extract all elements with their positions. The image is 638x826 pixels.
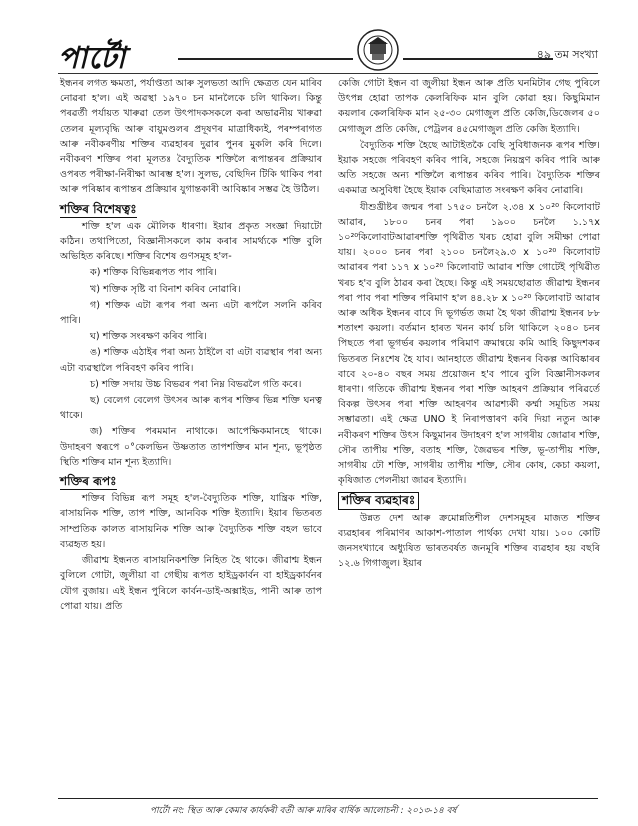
section-heading: শক্তিৰ ৰূপঃ [60, 474, 117, 490]
right-column [338, 76, 600, 573]
list-item: ঘ) শক্তিক সংৰক্ষণ কৰিব পাৰি। [90, 331, 207, 343]
footer-rule [58, 798, 598, 799]
list-item: খ) শক্তিক সৃষ্টি বা বিনাশ কৰিব নোৱাৰি। [90, 283, 241, 295]
list-item: চ) শক্তি সদায় উচ্চ বিভৱৰ পৰা নিম্ন বিভৱলৈ গতি কৰে। [90, 378, 302, 390]
paragraph: যীশুখ্ৰীষ্টৰ জন্মৰ পৰা ১৭৫০ চনলৈ ২.৩৪ x ১০²⁰ কিলোবাট আৱাৰ, ১৮০০ চনৰ পৰা ১৯০০ চনলৈ ১.১৭x ১০²⁰কিলোবাটআৱাৰশক্তি পৃথিৱীত খৰচ হোৱা বুলি সমীক্ষা পোৱা যায়। ২০০০ চনৰ পৰা ২১০০ চনলৈ২৯.৩ x ১০²⁰ কিলোবাট আৱাৰৰ পৰা ১১৭ x ১০²⁰ কিলোবাট আৱাৰ শক্তি গোটেই পৃথিৱীত খৰচ হ'ব বুলি ঠাৱৰ কৰা হৈছে। কিন্তু এই সময়ছোৱাত জীৱাশ্ম ইন্ধনৰ পৰা পাব পৰা শক্তিৰ পৰিমাণ হ'ল ৪৪.২৮ x ১০²⁰ কিলোবাট আৱাৰ আৰু অধিক ইন্ধনৰ বাবে দি ভূগৰ্ভত জমা হৈ থকা জীৱাশ্ম ইন্ধনৰ ৮৮ শতাংশ কয়লা। বৰ্তমান হাৰত খনন কাৰ্য চলি থাকিলে ২০৪০ চনৰ পিছতে পৰা ভূগৰ্ভৰ কয়লাৰ পৰিমাণ ক্ৰমান্বয়ে কমি আহি কিছুদশকৰ ভিতৰত নিঃশেষ হৈ যাব। আনহাতে জীৱাশ্ম ইন্ধনৰ বিকল্প আবিষ্কাৰৰ বাবে ২০-৪০ বছৰ সময় প্ৰয়োজন হ'ব পাৰে বুলি বিজ্ঞানীসকলৰ ধাৰণা। গতিকে জীৱাশ্ম ইন্ধনৰ পৰা শক্তি আহৰণ প্ৰক্ৰিয়াৰ পৰিৱৰ্তে বিকল্প উৎসৰ পৰা শক্তি আহৰণৰ আৱশ্যকী কৰ্ম্মা সমূচিত সময় সম্ভাৱতা। এই ক্ষেত্ৰ UNO ই নিৰাপত্তাৰণ কৰি দিয়া নতুন আৰু নবীকৰণ শক্তিৰ উৎস কিছুমানৰ উদাহৰণ হ'ল সাগৰীয় জোৱাৰ শক্তি, সৌৰ তাপীয় শক্তি, বতাহ শক্তি, জৈৱভৰ শক্তি, ভূ-তাপীয় শক্তি, সাগৰীয় ঢৌ শক্তি, সাগৰীয় তাপীয় শক্তি, সৌৰ কোষ, কেচা কয়লা, কৃষিজাত পেলনীয়া জাৱৰ ইত্যাদি। [338, 201, 600, 487]
paragraph: শক্তিৰ বিভিন্ন ৰূপ সমূহ হ'ল-বৈদ্যুতিক শক্তি, যান্ত্ৰিক শক্তি, ৰাসায়নিক শক্তি, তাপ শক্তি, আনবিক শক্তি ইত্যাদি। ইয়াৰ ভিতৰত সাম্প্ৰতিক কালত ৰাসায়নিক শক্তি আৰু বৈদ্যুতিক শক্তি বহল ভাবে ব্যৱহৃত হয়। [60, 493, 322, 550]
left-column [60, 76, 322, 615]
section-heading: শক্তিৰ ব্যৱহাৰঃ [338, 492, 419, 509]
list-item: ঙ) শক্তিক এঠাইৰ পৰা অন্য ঠাইলৈ বা এটা ব্যৱস্থাৰ পৰা অন্য এটা ব্যৱস্থালৈ পৰিবহণ কৰিব পাৰি। [60, 347, 322, 374]
paragraph: কেজি গোটা ইন্ধন বা জুলীয়া ইন্ধন আৰু প্ৰতি ঘনমিটাৰ গেছ পুৰিলে উৎপন্ন হোৱা তাপক কেলৰিফিক মান বুলি কোৱা হয়। কিছুমিমান কয়লাৰ কেলৰিফিক মান ২৫-৩০ মেগাজুল প্ৰতি কেজি,ডিজেলৰ ৫০ মেগাজুল প্ৰতি কেজি, পেট্ৰলৰ ৪৫মেগাজুল প্ৰতি কেজি ইত্যাদি। [338, 78, 600, 135]
issue-number: ৪৯ তম সংখ্যা [536, 48, 598, 61]
section-heading: শক্তিৰ বিশেষত্বঃ [60, 202, 137, 218]
paragraph: শক্তি হ'ল এক মৌলিক ধাৰণা। ইয়াৰ প্ৰকৃত সংজ্ঞা দিয়াটো কঠিন। তথাপিতো, বিজ্ঞানীসকলে কাম কৰাৰ সামৰ্থ্যকে শক্তি বুলি অভিহিত কৰিছে। শক্তিৰ বিশেষ গুণসমূহ হ'ল- [60, 220, 322, 263]
list-item: জ) শক্তিৰ পৰমমান নাথাকে। আপেক্ষিকমানহে থাকে। উদাহৰণ স্বৰূপে ০°কেলভিন উষ্ণতাত তাপশক্তিৰ মান শূন্য, ভূপৃষ্ঠত স্থিতি শক্তিৰ মান শূন্য ইত্যাদি। [60, 426, 322, 468]
header-rule [178, 58, 353, 60]
paragraph: জীৱাশ্ম ইন্ধনত ৰাসায়নিকশক্তি নিহিত হৈ থাকে। জীৱাশ্ম ইন্ধন বুলিলে গোটা, জুলীয়া বা গেছীয় ৰূপত হাইড্ৰকাৰ্বন বা হাইড্ৰকাৰ্বনৰ যৌগ বুজায়। এই ইন্ধন পুৰিলে কাৰ্বন-ডাই-অক্সাইড, পানী আৰু তাপ পোৱা যায়। প্ৰতি [60, 555, 322, 612]
paragraph: ইন্ধনৰ লগত ক্ষমতা, পৰ্যাপ্ততা আৰু সুলভতা আদি ক্ষেত্ৰত যেন মাৰিব নোৱৰা হ'ল। এই অৱস্থা ১৯৭০ চন মানলৈকে চলি থাকিল। কিন্তু পৰৱৰ্তী পৰ্যায়ত খাৰুৱা তেল উৎপাদকসকলে কৰা অভাৱনীয় খাৰুৱা তেলৰ মূল্যবৃদ্ধি আৰু বায়ুমণ্ডলৰ প্ৰদূষণৰ মাত্ৰাধিক্যই, পৰম্পৰাগত আৰু নবীকৰণীয় শক্তিৰ ব্যৱহাৰৰ দুৱাৰ পুনৰ মুকলি কৰি দিলে। নবীকৰণ শক্তিৰ পৰা মূলতঃ বৈদ্যুতিক শক্তিলৈ ৰূপান্তৰৰ প্ৰক্ৰিয়াৰ ওপৰত পৰীক্ষা-নিৰীক্ষা আৰম্ভ হ'ল। সুলভ, বেছিদিন টিকি থাকিব পৰা আৰু পৰিষ্কাৰ ৰূপান্তৰ প্ৰক্ৰিয়াৰ যুগান্তকাৰী আবিষ্কাৰ সম্ভৱ হৈ উঠিল। [60, 78, 322, 196]
list-item: ছ) বেলেগ বেলেগ উৎসৰ আৰু ৰূপৰ শক্তিৰ ভিন্ন শক্তি ঘনত্ব থাকে। [60, 395, 322, 422]
page-footer: পাৰ্টো নং: স্থিত আৰু কেমাৰ কাৰ্যকৰী বৰ্তী আৰু মাৰিৰ বাৰ্ষিক আলোচনী : ২০১৩-১৪ বৰ্ষ [150, 806, 457, 816]
paragraph: বৈদ্যুতিক শক্তি হৈছে আটাইতকৈ বেছি সুবিধাজনক ৰূপৰ শক্তি। ইয়াক সহজে পৰিবহণ কৰিব পাৰি, সহজে নিয়ন্ত্ৰণ কৰিব পাৰি আৰু অতি সহজে অন্য শক্তিলৈ ৰূপান্তৰ কৰিব পাৰি। বৈদ্যুতিক শক্তিৰ একমাত্ৰ অসুবিধা হৈছে ইয়াক বেছিমাত্ৰাত সংৰক্ষণ কৰিব নোৱাৰি। [338, 139, 600, 197]
header-rule [403, 58, 553, 60]
list-item: গ) শক্তিক এটা ৰূপৰ পৰা অন্য এটা ৰূপলৈ সলনি কৰিব পাৰি। [60, 299, 322, 327]
list-item: ক) শক্তিক বিভিন্নৰূপত পাব পাৰি। [90, 267, 217, 279]
header-divider [58, 73, 598, 74]
page-header [58, 28, 598, 74]
institution-emblem-icon [356, 28, 400, 72]
paragraph: উন্নত দেশ আৰু ক্ৰমোন্নতিশীল দেশসমূহৰ মাজত শক্তিৰ ব্যৱহাৰৰ পৰিমাণৰ আকাশ-পাতাল পাৰ্থক্য দেখা যায়। ১০০ কোটি জনসংখ্যাৰে অধ্যুষিত ভাৰতবৰ্ষত জনমূৰি শক্তিৰ ব্যৱহাৰ হয় বছৰি ১২.৬ গিগাজুল। ইয়াৰ [338, 512, 600, 570]
magazine-title: পাৰ্টো [58, 41, 127, 76]
